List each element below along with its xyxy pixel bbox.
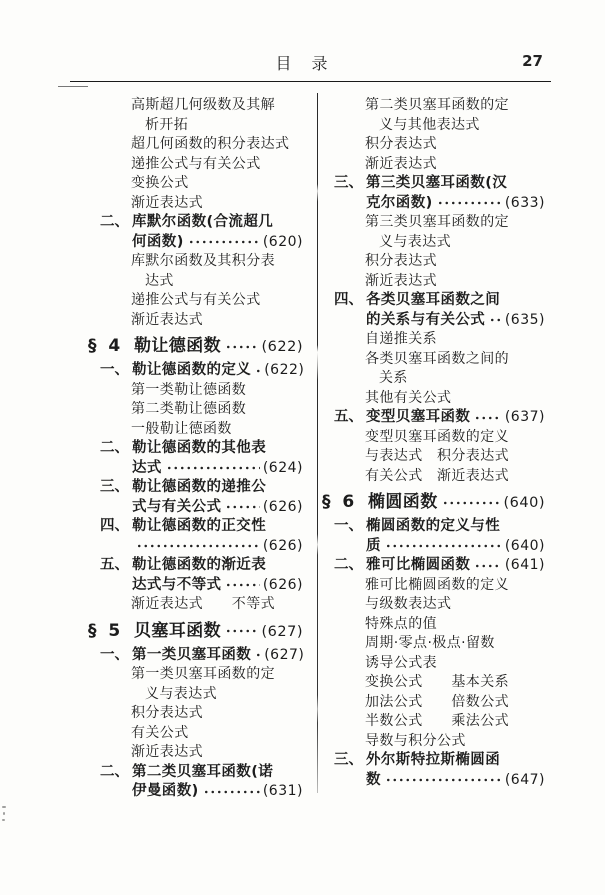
toc-line	[322, 213, 545, 233]
toc-line	[88, 685, 303, 705]
toc-line	[322, 537, 545, 557]
item-title: 质	[366, 537, 381, 554]
item-title: 析开拓	[145, 116, 189, 133]
toc-column-right	[322, 96, 545, 790]
item-title: 渐近表达式 不等式	[131, 596, 275, 612]
item-title: 积分表达式	[365, 136, 437, 152]
item-title: 一般勒让德函数	[131, 420, 232, 437]
item-number: 三、	[334, 752, 363, 768]
toc-line	[88, 194, 303, 214]
toc-line	[322, 408, 545, 428]
item-number: 四、	[100, 518, 129, 534]
item-number: 二、	[100, 440, 129, 456]
toc-line	[322, 194, 545, 214]
toc-line	[322, 615, 545, 635]
toc-line	[88, 155, 303, 175]
scan-artifact-marks	[2, 802, 8, 836]
toc-line	[322, 712, 545, 732]
toc-line	[88, 272, 303, 292]
dot-leader	[223, 580, 259, 590]
column-divider	[317, 93, 318, 793]
item-title: 渐近表达式	[131, 311, 203, 328]
item-title: 积分表达式	[365, 253, 437, 269]
item-title: 导数与积分公式	[365, 732, 466, 749]
dot-leader	[487, 315, 502, 325]
toc-line	[88, 116, 303, 136]
item-page: (626)	[262, 498, 303, 515]
dot-leader	[383, 775, 502, 785]
item-title: 勒让德函数的其他表	[132, 440, 267, 456]
item-title: 第二类勒让德函数	[131, 401, 247, 417]
item-title: 库默尔函数及其积分表	[131, 253, 275, 269]
item-title: 椭圆函数的定义与性	[366, 518, 501, 534]
item-title: 其他有关公式	[365, 389, 452, 406]
dot-leader	[472, 561, 502, 571]
item-page: (622)	[264, 362, 305, 378]
item-title: 第一类贝塞耳函数	[132, 646, 252, 663]
toc-line	[88, 782, 303, 802]
item-number: 五、	[334, 409, 363, 425]
toc-line	[88, 439, 303, 459]
toc-line	[322, 751, 545, 771]
toc-line	[88, 381, 303, 401]
item-title: 诱导公式表	[365, 654, 437, 671]
item-title: 雅可比椭圆函数的定义	[365, 576, 509, 593]
item-title: 义与表达式	[379, 233, 451, 250]
item-number: 三、	[334, 175, 363, 191]
item-page: (627)	[264, 646, 305, 663]
dot-leader	[223, 342, 259, 352]
toc-line	[88, 646, 303, 666]
item-title: 式与有关公式	[132, 498, 222, 515]
item-title: 勒让德函数的正交性	[132, 518, 267, 534]
item-page: (626)	[262, 576, 303, 593]
item-title: 高斯超几何级数及其解	[131, 97, 275, 113]
item-title: 库默尔函数(合流超几	[132, 214, 274, 230]
dot-leader	[440, 498, 501, 508]
item-number: 二、	[100, 763, 129, 780]
toc-line	[88, 704, 303, 724]
item-page: (640)	[504, 537, 545, 554]
item-title: 半数公式 乘法公式	[365, 713, 509, 729]
toc-line	[88, 498, 303, 518]
toc-line	[322, 291, 545, 311]
toc-line	[88, 665, 303, 685]
toc-line	[88, 233, 303, 253]
item-number: 一、	[100, 646, 129, 663]
item-title: 渐近表达式	[365, 155, 437, 172]
item-page: (641)	[504, 557, 545, 573]
item-title: 第一类贝塞耳函数的定	[131, 666, 275, 682]
item-title: 何函数)	[132, 233, 184, 250]
toc-line	[322, 272, 545, 292]
item-number: 二、	[334, 557, 363, 573]
dot-leader	[201, 787, 260, 797]
item-number: 二、	[100, 214, 129, 230]
item-title: 克尔函数)	[366, 194, 433, 211]
item-number: 一、	[334, 518, 363, 534]
item-title: 有关公式	[131, 724, 189, 741]
toc-line	[322, 369, 545, 389]
toc-line	[88, 96, 303, 116]
toc-line	[88, 576, 303, 596]
toc-line	[322, 96, 545, 116]
item-title: 伊曼函数)	[132, 783, 199, 799]
item-page: (627)	[261, 623, 303, 640]
item-title: 递推公式与有关公式	[131, 155, 261, 172]
item-page: (637)	[504, 409, 545, 425]
toc-line	[322, 389, 545, 409]
item-title: 第三类贝塞耳函数的定	[365, 214, 509, 230]
toc-line	[88, 763, 303, 783]
item-page: (622)	[261, 339, 303, 355]
toc-line	[88, 400, 303, 420]
page-number: 27	[522, 52, 543, 70]
dot-leader	[253, 650, 261, 660]
item-title: 第一类勒让德函数	[131, 381, 247, 398]
item-title: 变换公式	[131, 175, 189, 191]
item-title: 变型贝塞耳函数	[366, 409, 471, 425]
toc-line	[322, 233, 545, 253]
item-title: 各类贝塞耳函数之间的	[365, 350, 509, 367]
toc-line	[322, 771, 545, 791]
item-title: 第二类贝塞耳函数的定	[365, 97, 509, 113]
toc-line	[322, 116, 545, 136]
toc-line	[322, 330, 545, 350]
toc-line	[322, 732, 545, 752]
item-page: (633)	[504, 194, 545, 211]
item-title: 勒让德函数	[134, 336, 221, 356]
toc-line	[88, 361, 303, 381]
toc-line	[88, 291, 303, 311]
item-title: 关系	[379, 370, 408, 386]
toc-line	[88, 311, 303, 331]
toc-line	[88, 595, 303, 615]
item-number: 一、	[100, 362, 129, 378]
toc-line	[322, 467, 545, 487]
toc-line	[322, 693, 545, 713]
toc-line	[88, 252, 303, 272]
toc-line	[322, 428, 545, 448]
item-title: 特殊点的值	[365, 615, 437, 632]
item-title: 超几何函数的积分表达式	[131, 136, 290, 152]
item-page: (626)	[262, 537, 303, 554]
item-title: 义与其他表达式	[379, 116, 480, 133]
header-rule	[70, 81, 551, 82]
item-title: 变型贝塞耳函数的定义	[365, 428, 509, 445]
toc-line	[88, 459, 303, 479]
item-page: (647)	[504, 771, 545, 788]
item-title: 第二类贝塞耳函数(诺	[132, 763, 274, 780]
item-title: 勒让德函数的递推公	[132, 479, 267, 495]
toc-line	[88, 517, 303, 537]
item-title: 数	[366, 771, 381, 788]
toc-line	[322, 174, 545, 194]
item-title: 变换公式 基本关系	[365, 674, 509, 690]
item-title: 达式与不等式	[132, 576, 222, 593]
item-title: 与级数表达式	[365, 596, 452, 612]
item-title: 积分表达式	[131, 705, 203, 721]
item-number: § 5	[88, 620, 124, 641]
dot-leader	[223, 626, 259, 636]
dot-leader	[223, 502, 259, 512]
dot-leader	[472, 413, 502, 423]
item-title: 周期·零点·极点·留数	[365, 635, 495, 651]
toc-line	[322, 634, 545, 654]
toc-line	[88, 135, 303, 155]
toc-line	[322, 447, 545, 467]
toc-line	[322, 517, 545, 537]
toc-line	[322, 490, 545, 515]
toc-line	[322, 252, 545, 272]
item-title: 的关系与有关公式	[366, 311, 486, 328]
toc-line	[88, 174, 303, 194]
item-title: 各类贝塞耳函数之间	[366, 292, 501, 308]
item-title: 有关公式 渐近表达式	[365, 467, 509, 484]
toc-line	[88, 724, 303, 744]
item-page: (624)	[262, 459, 303, 476]
dot-leader	[435, 198, 502, 208]
page-title: 目 录	[275, 54, 330, 73]
toc-line	[88, 420, 303, 440]
item-title: 达式	[145, 272, 174, 289]
item-title: 自递推关系	[365, 331, 437, 347]
toc-line	[88, 537, 303, 557]
item-number: § 4	[88, 336, 124, 356]
item-title: 渐近表达式	[365, 272, 437, 289]
header-rule-fragment	[58, 86, 88, 87]
toc-line	[88, 619, 303, 644]
toc-line	[88, 334, 303, 359]
item-page: (620)	[262, 233, 303, 250]
item-title: 与表达式 积分表达式	[365, 448, 509, 464]
dot-leader	[253, 366, 261, 376]
toc-line	[88, 743, 303, 763]
toc-line	[322, 654, 545, 674]
item-title: 渐近表达式	[131, 194, 203, 211]
item-page: (640)	[503, 495, 545, 511]
item-number: 五、	[100, 557, 129, 573]
dot-leader	[383, 541, 502, 551]
toc-line	[322, 350, 545, 370]
item-title: 加法公式 倍数公式	[365, 693, 509, 710]
item-title: 第三类贝塞耳函数(汉	[366, 175, 508, 191]
toc-line	[88, 213, 303, 233]
item-title: 义与表达式	[145, 685, 217, 702]
item-number: 三、	[100, 479, 129, 495]
item-title: 勒让德函数的渐近表	[132, 557, 267, 573]
toc-column-left	[88, 96, 303, 802]
toc-line	[88, 478, 303, 498]
item-title: 椭圆函数	[368, 492, 438, 512]
item-title: 雅可比椭圆函数	[366, 557, 471, 573]
toc-line	[322, 155, 545, 175]
item-title: 外尔斯特拉斯椭圆函	[366, 752, 501, 768]
dot-leader	[134, 541, 260, 551]
item-page: (631)	[262, 783, 303, 799]
item-number: § 6	[322, 492, 358, 512]
item-title: 达式	[132, 459, 162, 476]
toc-line	[322, 576, 545, 596]
item-number: 四、	[334, 292, 363, 308]
dot-leader	[164, 463, 260, 473]
toc-line	[322, 595, 545, 615]
toc-line	[322, 556, 545, 576]
item-title: 勒让德函数的定义	[132, 362, 252, 378]
toc-line	[322, 673, 545, 693]
item-title: 贝塞耳函数	[134, 620, 221, 641]
item-title: 渐近表达式	[131, 744, 203, 760]
toc-line	[322, 311, 545, 331]
toc-line	[322, 135, 545, 155]
item-page: (635)	[504, 311, 545, 328]
item-title: 递推公式与有关公式	[131, 292, 261, 308]
toc-line	[88, 556, 303, 576]
dot-leader	[186, 237, 260, 247]
